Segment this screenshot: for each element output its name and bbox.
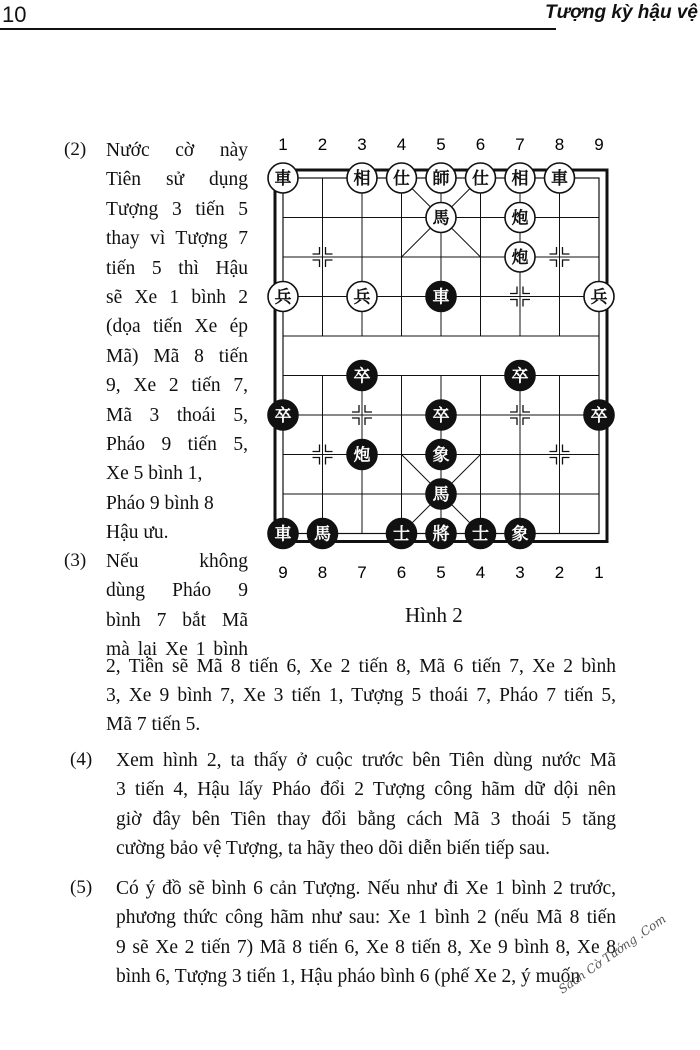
position-marker	[523, 418, 530, 425]
piece-label: 象	[511, 524, 529, 545]
file-label-top: 2	[317, 135, 328, 154]
position-marker	[352, 405, 359, 412]
note-line: tiến 5 thì Hậu	[106, 257, 248, 279]
note-line: Tượng 3 tiến 5	[106, 198, 248, 220]
piece-label: 相	[511, 169, 529, 189]
piece-label: 卒	[274, 406, 292, 426]
note-line: mà lại Xe 1 bình	[106, 639, 248, 661]
note-line: bình 6, Tượng 3 tiến 1, Hậu pháo bình 6 (phế Xe 2, ý muốn	[116, 966, 581, 988]
note-line: Mã 3 thoái 5,	[106, 404, 248, 426]
note-line: Nước cờ này	[106, 140, 248, 161]
piece-label: 車	[432, 287, 450, 308]
piece-label: 炮	[353, 445, 371, 466]
note-number: (5)	[70, 877, 93, 898]
file-label-bottom: 8	[317, 563, 328, 582]
piece-label: 士	[472, 524, 489, 545]
figure-caption: Hình 2	[405, 603, 463, 627]
file-label-top: 8	[554, 135, 565, 154]
piece-label: 師	[432, 169, 450, 189]
position-marker	[563, 445, 570, 452]
note-line: 3, Xe 9 bình 7, Xe 3 tiến 1, Tượng 5 thoái 7, Pháo 7 tiến 5,	[106, 685, 616, 706]
piece-label: 馬	[432, 208, 450, 229]
note-line: thay vì Tượng 7	[106, 228, 248, 250]
note-line: Có ý đồ sẽ bình 6 cản Tượng. Nếu như đi Xe 1 bình 2 trước,	[116, 878, 616, 899]
file-label-top: 7	[515, 135, 525, 154]
piece-label: 炮	[511, 248, 529, 268]
note-number: (4)	[70, 749, 93, 770]
position-marker	[313, 260, 320, 267]
piece-label: 卒	[353, 366, 371, 387]
header-rule	[0, 28, 556, 30]
watermark: Sách Cờ Tướng .Com	[556, 911, 669, 997]
note-line: Pháo 9 bình 8	[106, 492, 214, 514]
note-line: Mã) Mã 8 tiến	[106, 345, 248, 367]
position-marker	[313, 247, 320, 254]
file-label-top: 6	[475, 135, 486, 154]
position-marker	[510, 418, 517, 425]
note-line: 2, Tiên sẽ Mã 8 tiến 6, Xe 2 tiến 8, Mã 6 tiến 7, Xe 2 bình	[106, 656, 616, 677]
position-marker	[563, 458, 570, 465]
xiangqi-board	[262, 132, 622, 592]
position-marker	[550, 458, 557, 465]
position-marker	[326, 445, 333, 452]
note-number: (3)	[64, 550, 87, 571]
position-marker	[510, 300, 517, 307]
file-label-top: 5	[436, 135, 446, 154]
note-line: Pháo 9 tiến 5,	[106, 434, 248, 455]
piece-label: 兵	[353, 287, 371, 308]
note-line: giờ đây bên Tiên thay đổi bằng cách Mã 3 thoái 5 tăng	[116, 808, 616, 830]
page-number: 10	[2, 2, 27, 27]
piece-label: 炮	[511, 208, 529, 229]
position-marker	[313, 458, 320, 465]
piece-label: 仕	[393, 169, 410, 189]
position-marker	[510, 405, 517, 412]
file-label-top: 9	[594, 135, 604, 154]
note-line: cường bảo vệ Tượng, ta hãy theo dõi diễn biến tiếp sau.	[116, 838, 551, 860]
position-marker	[550, 445, 557, 452]
position-marker	[550, 247, 557, 254]
note-line: 3 tiến 4, Hậu lấy Pháo đổi 2 Tượng công hãm dữ dội nên	[116, 779, 616, 801]
note-line: Xe 5 bình 1,	[106, 463, 203, 485]
note-line: bình 7 bắt Mã	[106, 609, 248, 631]
note-line: Nếu không	[106, 551, 248, 572]
note-line: (dọa tiến Xe ép	[106, 316, 248, 338]
piece-label: 象	[432, 445, 450, 466]
note-line: sẽ Xe 1 bình 2	[106, 287, 248, 308]
piece-label: 卒	[511, 366, 529, 387]
piece-label: 車	[274, 524, 292, 545]
piece-label: 士	[393, 524, 410, 545]
position-marker	[365, 405, 372, 412]
file-label-bottom: 9	[278, 563, 288, 582]
note-line: phương thức công hãm như sau: Xe 1 bình 2 (nếu Mã 8 tiến	[116, 907, 616, 929]
position-marker	[510, 287, 517, 294]
file-label-bottom: 3	[515, 563, 525, 582]
position-marker	[326, 260, 333, 267]
note-line: Xem hình 2, ta thấy ở cuộc trước bên Tiên dùng nước Mã	[116, 750, 616, 771]
note-number: (2)	[64, 139, 87, 160]
position-marker	[313, 445, 320, 452]
piece-label: 仕	[472, 169, 489, 189]
note-line: 9 sẽ Xe 2 tiến 7) Mã 8 tiến 6, Xe 8 tiến 8, Xe 9 bình 8, Xe 8	[116, 936, 616, 958]
piece-label: 兵	[274, 287, 292, 308]
piece-label: 馬	[314, 524, 331, 545]
position-marker	[352, 418, 359, 425]
file-label-bottom: 6	[396, 563, 407, 582]
position-marker	[563, 247, 570, 254]
piece-label: 卒	[590, 406, 608, 426]
position-marker	[550, 260, 557, 267]
piece-label: 車	[274, 169, 292, 189]
page-header	[0, 0, 698, 28]
note-line: 9, Xe 2 tiến 7,	[106, 375, 248, 397]
note-line: Mã 7 tiến 5.	[106, 714, 201, 735]
position-marker	[326, 458, 333, 465]
note-line: dùng Pháo 9	[106, 580, 248, 602]
position-marker	[326, 247, 333, 254]
file-label-top: 4	[396, 135, 407, 154]
book-title: Tượng kỳ hậu vệ	[544, 2, 698, 23]
file-label-top: 3	[357, 135, 367, 154]
position-marker	[523, 300, 530, 307]
file-label-top: 1	[278, 135, 288, 154]
file-label-bottom: 2	[554, 563, 565, 582]
note-line: Tiên sử dụng	[106, 169, 248, 191]
piece-label: 車	[551, 169, 568, 189]
position-marker	[523, 287, 530, 294]
file-label-bottom: 4	[475, 563, 486, 582]
file-label-bottom: 5	[436, 563, 446, 582]
file-label-bottom: 1	[594, 563, 604, 582]
position-marker	[523, 405, 530, 412]
position-marker	[563, 260, 570, 267]
file-label-bottom: 7	[357, 563, 367, 582]
position-marker	[365, 418, 372, 425]
piece-label: 卒	[432, 406, 450, 426]
piece-label: 將	[432, 524, 450, 545]
piece-label: 馬	[432, 485, 450, 505]
piece-label: 兵	[590, 287, 608, 308]
note-line: Hậu ưu.	[106, 522, 169, 544]
piece-label: 相	[353, 169, 371, 189]
